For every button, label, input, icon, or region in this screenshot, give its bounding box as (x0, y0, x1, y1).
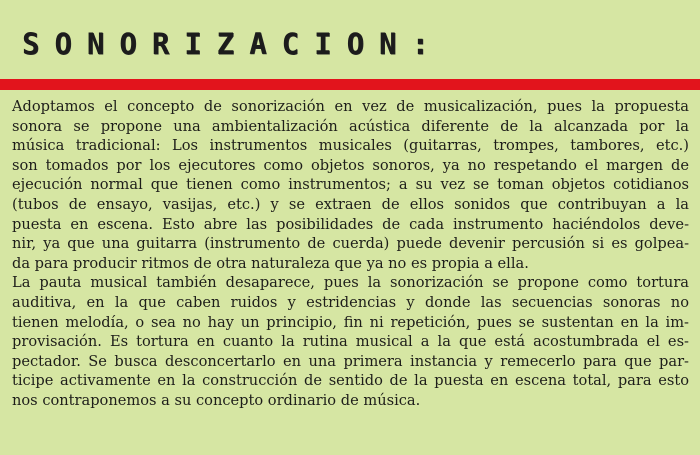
text-line: da para producir ritmos de otra naturaleza que ya no es propia a ella. (12, 254, 529, 272)
text-line: sonora se propone una ambientalización acústica diferente de la alcanzada por la (12, 117, 689, 135)
text-line: nos contraponemos a su concepto ordinario de música. (12, 391, 421, 409)
body-text (12, 97, 689, 411)
text-line: La pauta musical también desaparece, pues la sonorización se propone como tortura (12, 274, 689, 292)
text-line: tienen melodía, o sea no hay un principio, fin ni repetición, pues se sustentan en la im- (12, 313, 689, 331)
text-line: Adoptamos el concepto de sonorización en vez de musicalización, pues la propuesta (12, 98, 689, 115)
text-line: ejecución normal que tienen como instrumentos; a su vez se toman objetos cotidianos (12, 176, 689, 194)
red-divider (0, 79, 700, 90)
text-line: (tubos de ensayo, vasijas, etc.) y se extraen de ellos sonidos que contribuyan a la (12, 195, 689, 213)
text-line: pectador. Se busca desconcertarlo en una primera instancia y remecerlo para que par- (12, 352, 689, 370)
paragraph-2 (12, 273, 689, 410)
section-title: SONORIZACION: (22, 27, 444, 61)
text-line: puesta en escena. Esto abre las posibilidades de cada instrumento haciéndolos deve- (12, 215, 689, 233)
text-line: provisación. Es tortura en cuanto la rutina musical a la que está acostumbrada el es- (12, 333, 689, 351)
paragraph-1 (12, 97, 689, 273)
text-line: música tradicional: Los instrumentos musicales (guitarras, trompes, tambores, etc.) (12, 137, 689, 155)
text-line: son tomados por los ejecutores como objetos sonoros, ya no respetando el margen de (12, 156, 689, 174)
text-line: ticipe activamente en la construcción de sentido de la puesta en escena total, para esto (12, 372, 689, 390)
text-line: nir, ya que una guitarra (instrumento de cuerda) puede devenir percusión si es golpea- (12, 235, 689, 253)
text-line: auditiva, en la que caben ruidos y estridencias y donde las secuencias sonoras no (12, 293, 689, 311)
